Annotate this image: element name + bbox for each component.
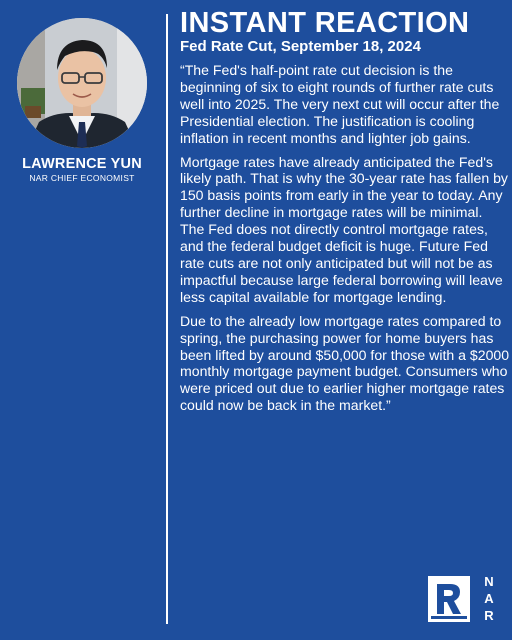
quote-body [180,62,510,421]
portrait-illustration [17,18,147,148]
quote-paragraph: Mortgage rates have already anticipated the Fed's likely path. That is why the 30-year rate has fallen by 150 basis points from early in the year to today. Any further decline in mortgage rates will be minimal. The Fed does not directly control mortgage rates, and the federal budget deficit is huge. Future Fed rate cuts are not only anticipated but will not be as impactful because large federal borrowing will leave less capital available for mortgage lending. [180,153,508,305]
speaker-title: NAR CHIEF ECONOMIST [29,173,135,183]
nar-logo-text [480,573,498,624]
quote-paragraph: “The Fed's half-point rate cut decision is the beginning of six to eight rounds of further rate cuts well into 2025. The very next cut will occur after the Presidential election. The justification is cooling inflation in recent months and lighter job gains. [180,62,500,146]
speaker-name: LAWRENCE YUN [22,156,142,172]
speaker-portrait [17,18,147,148]
nar-letter: A [484,591,494,606]
nar-letter: R [484,608,494,623]
vertical-divider [166,14,168,624]
quote-paragraph: Due to the already low mortgage rates compared to spring, the purchasing power for home buyers has been lifted by around $50,000 for those with a $2000 monthly mortgage payment budget. Consumers who were priced out due to earlier higher mortgage rates could now be back in the market.” [180,312,510,414]
realtor-r-logo-icon [428,576,470,622]
page-title: INSTANT REACTION [180,7,470,39]
page-subtitle: Fed Rate Cut, September 18, 2024 [180,38,421,55]
nar-letter: N [484,574,494,589]
